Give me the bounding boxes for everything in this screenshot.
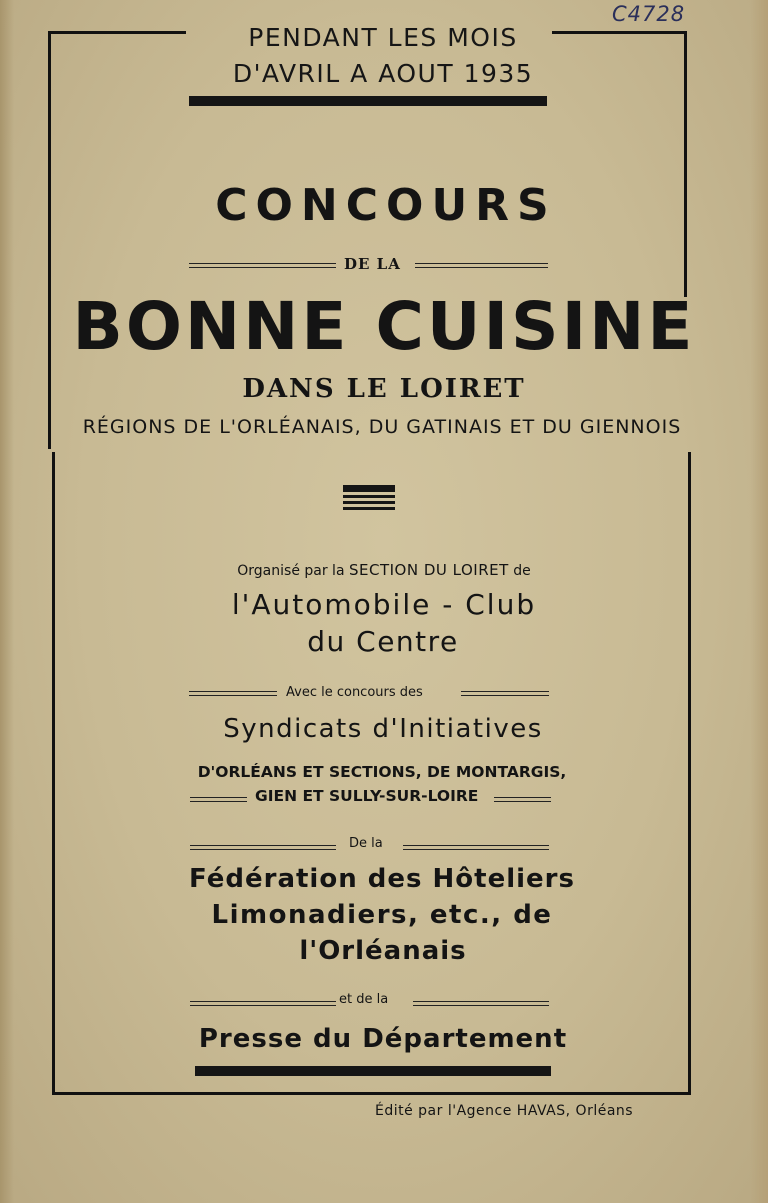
organizer-intro — [0, 561, 768, 579]
syndicats-rule-left — [189, 691, 277, 696]
syndicats-line-1: D'ORLÉANS ET SECTIONS, DE MONTARGIS, — [197, 763, 567, 781]
federation-line-1: Fédération des Hôteliers — [189, 864, 575, 894]
period-line-1: PENDANT LES MOIS — [248, 23, 518, 52]
presse-intro: et de la — [339, 992, 389, 1007]
de-la-rule-right — [415, 263, 548, 268]
syndicats-line2-rule-left — [190, 797, 247, 802]
club-line-2: du Centre — [307, 625, 459, 658]
organizer-intro-prefix: Organisé par la — [237, 563, 345, 579]
title-dans-le-loiret: DANS LE LOIRET — [242, 374, 526, 404]
ornament-bar-1 — [343, 485, 395, 492]
federation-intro: De la — [349, 836, 383, 851]
frame-bottom — [52, 1092, 691, 1095]
presse-rule-left — [190, 1001, 336, 1006]
presse-title: Presse du Département — [198, 1024, 568, 1054]
club-line-1: l'Automobile - Club — [231, 588, 537, 621]
ornament-bar-3 — [343, 501, 395, 504]
presse-underline-bar — [195, 1066, 551, 1076]
federation-rule-left — [190, 845, 336, 850]
catalog-number: C4728 — [612, 2, 686, 26]
federation-line-2: Limonadiers, etc., de — [211, 900, 553, 930]
presse-rule-right — [413, 1001, 549, 1006]
title-concours: CONCOURS — [215, 180, 557, 231]
syndicats-line2-rule-right — [494, 797, 551, 802]
period-underline-bar — [189, 96, 547, 106]
organizer-intro-suffix: de — [513, 563, 531, 579]
syndicats-line-2: GIEN ET SULLY-SUR-LOIRE — [255, 787, 479, 805]
syndicats-rule-right — [461, 691, 549, 696]
syndicats-intro: Avec le concours des — [286, 685, 423, 700]
organizer-intro-section: SECTION DU LOIRET — [348, 561, 509, 579]
regions-line: RÉGIONS DE L'ORLÉANAIS, DU GATINAIS ET DU GIENNOIS — [82, 416, 682, 438]
federation-rule-right — [403, 845, 549, 850]
editeur-line: Édité par l'Agence HAVAS, Orléans — [375, 1103, 634, 1119]
ornament-bar-2 — [343, 495, 395, 498]
title-bonne-cuisine: BONNE CUISINE — [72, 288, 696, 365]
de-la-rule-left — [189, 263, 336, 268]
federation-line-3: l'Orléanais — [299, 936, 467, 966]
title-de-la: DE LA — [344, 255, 401, 273]
period-line-2: D'AVRIL A AOUT 1935 — [232, 59, 534, 88]
syndicats-title: Syndicats d'Initiatives — [223, 714, 543, 744]
ornament-bar-4 — [343, 507, 395, 510]
